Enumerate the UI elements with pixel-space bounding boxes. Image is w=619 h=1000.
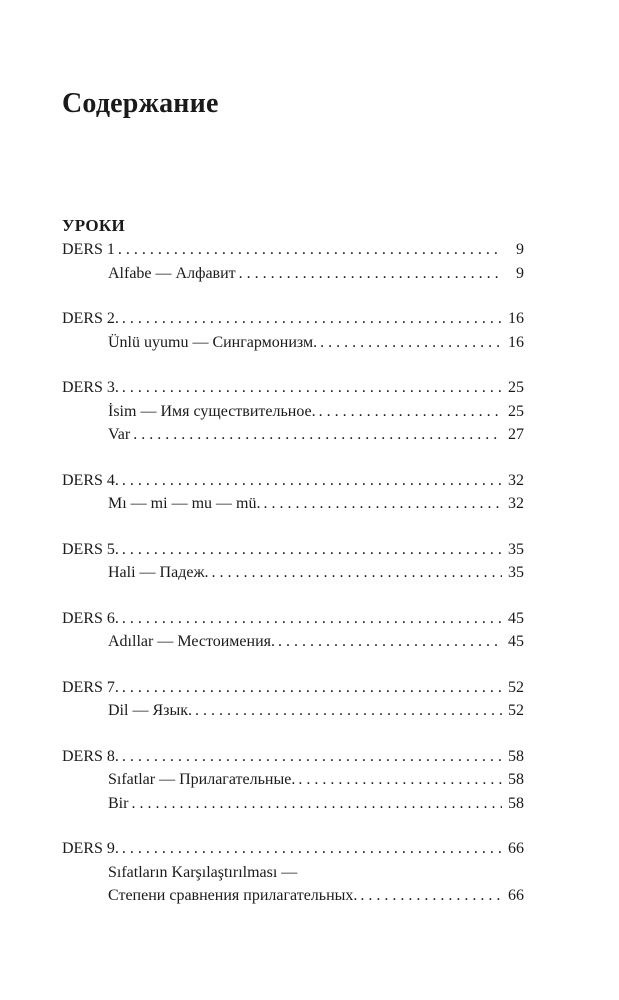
page-number: 9 xyxy=(516,241,524,258)
entry-label: Var xyxy=(108,426,131,443)
entry-label: DERS 1 xyxy=(62,241,115,258)
dot-leader xyxy=(195,699,502,723)
page-number: 66 xyxy=(508,887,524,904)
dot-leader xyxy=(122,376,502,400)
entry-label: DERS 7. xyxy=(62,678,119,696)
toc-subentry[interactable] xyxy=(62,884,524,908)
lesson-6 xyxy=(62,607,524,654)
page-number: 58 xyxy=(508,794,524,812)
page-number: 45 xyxy=(508,633,524,650)
entry-label: Hali — Падеж. xyxy=(108,564,209,581)
entry-label: Dil — Язык. xyxy=(108,702,192,719)
page-number: 25 xyxy=(508,379,524,396)
entry-label: DERS 9. xyxy=(62,840,119,857)
lesson-1 xyxy=(62,238,524,285)
toc-subentry[interactable] xyxy=(62,492,524,516)
page-number: 35 xyxy=(508,540,524,558)
dot-leader xyxy=(319,400,502,424)
dot-leader xyxy=(122,676,502,700)
lesson-8 xyxy=(62,745,524,816)
dot-leader xyxy=(133,423,502,447)
page-number: 16 xyxy=(508,333,524,351)
entry-label: Adıllar — Местоимения. xyxy=(108,633,275,650)
entry-label-continued: Степени сравнения прилагательных. xyxy=(108,887,358,904)
page-number: 9 xyxy=(516,264,524,282)
toc-entry[interactable] xyxy=(62,676,524,700)
toc-entry[interactable] xyxy=(62,238,524,262)
dot-leader xyxy=(122,745,502,769)
entry-label: Bir xyxy=(108,794,129,812)
toc-subentry[interactable] xyxy=(62,768,524,792)
page-number: 66 xyxy=(508,840,524,857)
page-number: 52 xyxy=(508,678,524,696)
page-number: 25 xyxy=(508,402,524,420)
entry-label: DERS 2. xyxy=(62,310,119,327)
page-number: 32 xyxy=(508,495,524,512)
page-number: 58 xyxy=(508,771,524,788)
entry-label: DERS 6. xyxy=(62,609,119,627)
page-number: 58 xyxy=(508,747,524,765)
entry-label: Sıfatlar — Прилагательные. xyxy=(108,771,296,788)
entry-label: DERS 3. xyxy=(62,379,119,396)
entry-label: DERS 8. xyxy=(62,747,119,765)
entry-label: Alfabe — Алфавит xyxy=(108,264,236,282)
dot-leader xyxy=(298,768,502,792)
table-of-contents xyxy=(62,238,524,930)
toc-subentry[interactable] xyxy=(62,561,524,585)
toc-subentry[interactable] xyxy=(62,331,524,355)
toc-entry[interactable] xyxy=(62,607,524,631)
dot-leader xyxy=(122,837,502,861)
lesson-2 xyxy=(62,307,524,354)
toc-entry[interactable] xyxy=(62,538,524,562)
entry-label: DERS 4. xyxy=(62,471,119,489)
dot-leader xyxy=(212,561,503,585)
toc-subentry[interactable] xyxy=(62,699,524,723)
page-number: 32 xyxy=(508,471,524,489)
dot-leader xyxy=(278,630,502,654)
dot-leader xyxy=(263,492,502,516)
toc-subentry[interactable] xyxy=(62,423,524,447)
toc-subentry-first-line[interactable] xyxy=(62,861,524,885)
toc-entry[interactable] xyxy=(62,307,524,331)
page-number: 35 xyxy=(508,564,524,581)
entry-label: Sıfatların Karşılaştırılması — xyxy=(108,863,298,881)
toc-entry[interactable] xyxy=(62,376,524,400)
toc-subentry[interactable] xyxy=(62,630,524,654)
toc-subentry[interactable] xyxy=(62,400,524,424)
page-title: Содержание xyxy=(62,88,219,119)
lesson-5 xyxy=(62,538,524,585)
dot-leader xyxy=(131,792,502,816)
toc-entry[interactable] xyxy=(62,745,524,769)
dot-leader xyxy=(360,884,502,908)
section-heading: УРОКИ xyxy=(62,216,126,235)
page-number: 27 xyxy=(508,426,524,443)
entry-label: DERS 5. xyxy=(62,540,119,558)
page-number: 16 xyxy=(508,310,524,327)
entry-label: İsim — Имя существительное. xyxy=(108,402,316,420)
dot-leader xyxy=(239,262,502,286)
entry-label: Mı — mi — mu — mü. xyxy=(108,495,261,512)
lesson-9 xyxy=(62,837,524,908)
dot-leader xyxy=(118,238,502,262)
dot-leader xyxy=(122,607,502,631)
toc-entry[interactable] xyxy=(62,837,524,861)
page-number: 45 xyxy=(508,609,524,627)
dot-leader xyxy=(122,307,502,331)
dot-leader xyxy=(122,538,502,562)
toc-subentry[interactable] xyxy=(62,792,524,816)
entry-label: Ünlü uyumu — Сингармонизм. xyxy=(108,333,318,351)
toc-subentry[interactable] xyxy=(62,262,524,286)
dot-leader xyxy=(320,331,502,355)
toc-entry[interactable] xyxy=(62,469,524,493)
page-number: 52 xyxy=(508,702,524,719)
lesson-3 xyxy=(62,376,524,447)
lesson-7 xyxy=(62,676,524,723)
lesson-4 xyxy=(62,469,524,516)
dot-leader xyxy=(122,469,502,493)
